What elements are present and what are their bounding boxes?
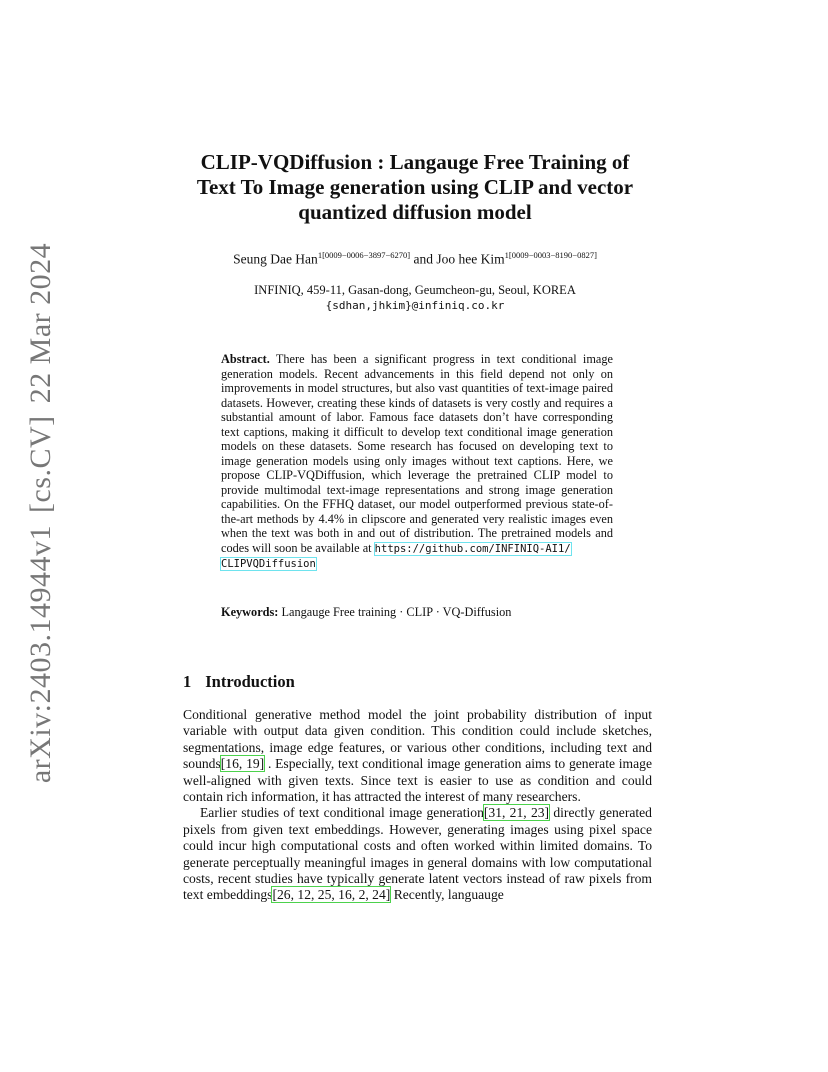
paragraph-text: . Especially, text conditional image generation aims to generate image well-aligned with given texts. Since text is easier to use as condition and could contain rich information, it has attracted the interest of many researchers. xyxy=(183,756,652,805)
abstract-text: There has been a significant progress in text conditional image generation models. Recent advancements in this field depend not only on improvements in model structures, but also vast quantities of text-image paired datasets. However, creating these kinds of datasets is very costly and requires a substantial amount of labor. Famous face datasets don’t have corresponding text captions, making it difficult to develop text conditional image generation models on these datasets. Some research has focused on developing text to image generation models using only images without text captions. Here, we propose CLIP-VQDiffusion, which leverage the pretrained CLIP model to provide multimodal text-image representations and strong image generation capabilities. On the FFHQ dataset, our model outperformed previous state-of-the-art methods by 4.4% in clipscore and generated very realistic images even when the text was both in and out of distribution. The pretrained models and codes will soon be available at xyxy=(221,352,613,555)
section-title: Introduction xyxy=(205,672,295,691)
keywords-text: Langauge Free training · CLIP · VQ-Diffusion xyxy=(281,605,512,619)
section-heading xyxy=(183,672,295,692)
citation-link[interactable]: [31, 21, 23] xyxy=(483,805,550,821)
author-name: Joo hee Kim xyxy=(436,251,505,267)
citation-link[interactable]: [16, 19] xyxy=(220,756,265,772)
paragraph-text: Earlier studies of text conditional image generation xyxy=(200,805,484,821)
paper-title xyxy=(170,150,660,225)
author-conjunction: and xyxy=(413,251,433,267)
paragraph xyxy=(183,805,652,903)
abstract-label: Abstract. xyxy=(221,352,270,366)
arxiv-category: [cs.CV] xyxy=(24,415,57,513)
email: {sdhan,jhkim}@infiniq.co.kr xyxy=(325,299,505,312)
paragraph-text: Conditional generative method model the joint probability distribution of input variable with output data given condition. This condition could include sketches, segmentations, image edge features, or various other conditions, including text and sounds xyxy=(183,707,652,772)
author-orcid: 1[0009−0003−8190−0827] xyxy=(504,250,597,260)
author-orcid: 1[0009−0006−3897−6270] xyxy=(317,250,411,260)
paragraph-text: Recently, languauge xyxy=(390,887,504,903)
arxiv-id: arXiv:2403.14944v1 xyxy=(24,525,57,784)
code-link[interactable]: CLIPVQDiffusion xyxy=(221,558,316,570)
keywords-label: Keywords: xyxy=(221,605,279,619)
author-name: Seung Dae Han xyxy=(233,251,318,267)
keywords xyxy=(221,605,621,620)
affiliation: INFINIQ, 459-11, Gasan-dong, Geumcheon-gu, Seoul, KOREA xyxy=(254,283,576,297)
paragraph xyxy=(183,707,652,805)
arxiv-date: 22 Mar 2024 xyxy=(24,242,57,404)
code-link[interactable]: https://github.com/INFINIQ-AI1/ xyxy=(374,542,571,555)
title-line: CLIP-VQDiffusion : Langauge Free Training of xyxy=(200,150,630,174)
section-number: 1 xyxy=(183,672,192,691)
citation-link[interactable]: [26, 12, 25, 16, 2, 24] xyxy=(272,887,391,903)
body-text xyxy=(183,707,652,904)
author-line xyxy=(150,250,680,268)
paragraph-text: directly generated pixels from given text embeddings. However, generating images using pixel space could incur high computational costs and often worked within limited domains. To generate perceptually meaningful images in general domains with low computational costs, recent studies have typically generate latent vectors instead of raw pixels from text embeddings xyxy=(183,805,652,903)
title-line: quantized diffusion model xyxy=(298,200,532,224)
title-line: Text To Image generation using CLIP and vector xyxy=(196,175,634,199)
affiliation-block xyxy=(150,283,680,313)
abstract xyxy=(221,352,613,572)
arxiv-stamp-text xyxy=(24,237,58,789)
arxiv-sidebar-stamp xyxy=(16,242,66,784)
